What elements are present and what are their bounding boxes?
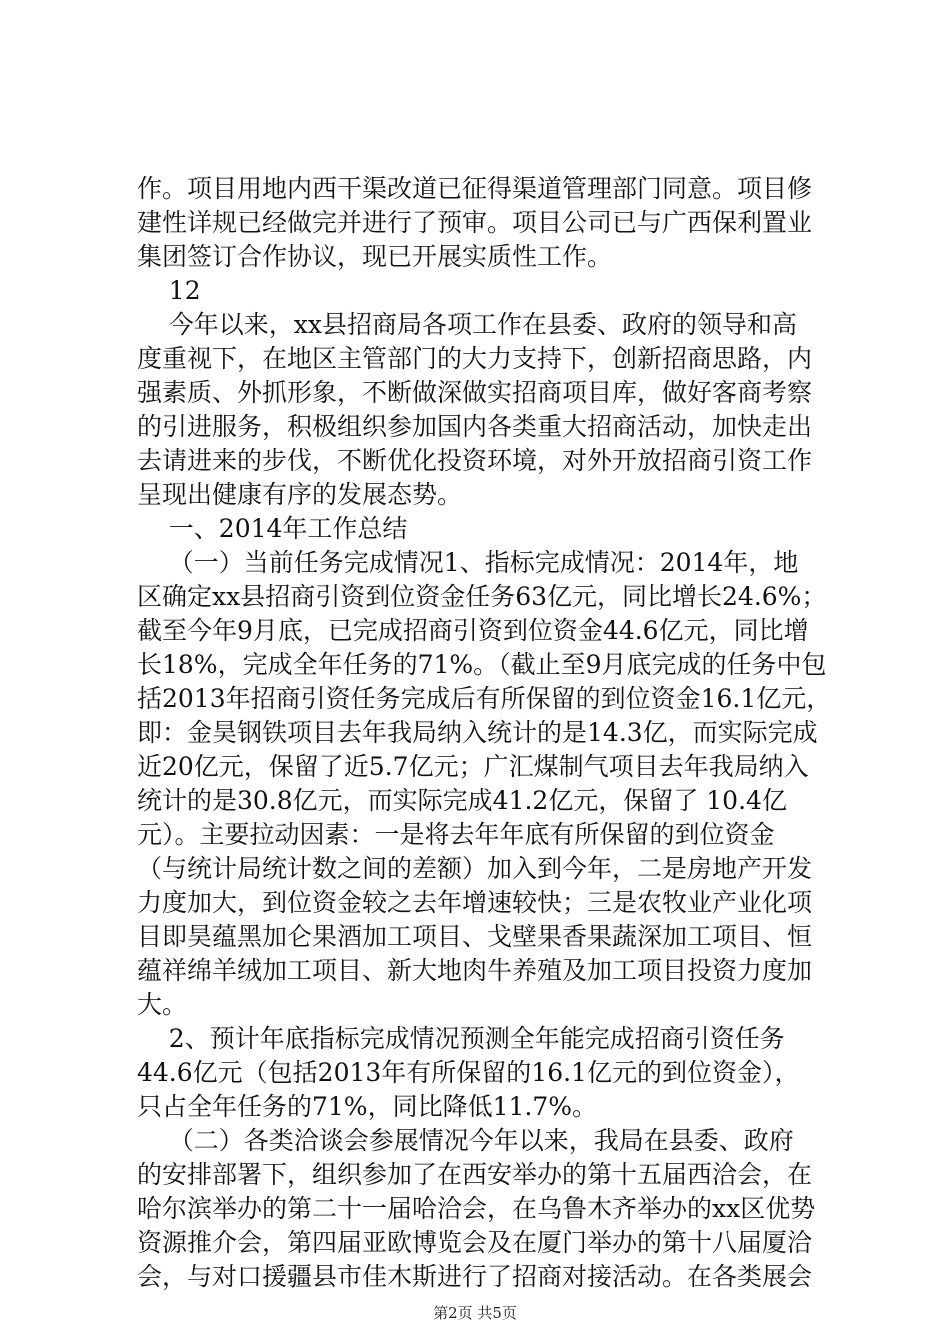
text-line: 近20亿元，保留了近5.7亿元；广汇煤制气项目去年我局纳入 xyxy=(137,752,809,781)
document-body xyxy=(137,172,837,1294)
text-line: 哈尔滨举办的第二十一届哈洽会，在乌鲁木齐举办的xx区优势 xyxy=(137,1194,816,1223)
text-line: 的引进服务，积极组织参加国内各类重大招商活动，加快走出 xyxy=(137,412,813,441)
text-line: （二）各类洽谈会参展情况今年以来，我局在县委、政府 xyxy=(137,1126,794,1155)
text-line: 大。 xyxy=(137,990,188,1019)
text-line: 作。项目用地内西干渠改道已征得渠道管理部门同意。项目修 xyxy=(137,174,813,203)
text-line: 2、预计年底指标完成情况预测全年能完成招商引资任务 xyxy=(137,1024,785,1053)
text-line: 力度加大，到位资金较之去年增速较快；三是农牧业产业化项 xyxy=(137,888,813,917)
text-line: 12 xyxy=(137,276,201,305)
text-line: 今年以来，xx县招商局各项工作在县委、政府的领导和高 xyxy=(137,310,797,339)
text-line: 即：金昊钢铁项目去年我局纳入统计的是14.3亿，而实际完成 xyxy=(137,718,818,747)
text-line: 的安排部署下，组织参加了在西安举办的第十五届西洽会，在 xyxy=(137,1160,813,1189)
text-line: 资源推介会，第四届亚欧博览会及在厦门举办的第十八届厦洽 xyxy=(137,1228,813,1257)
text-line: 元）。主要拉动因素：一是将去年年底有所保留的到位资金 xyxy=(137,820,775,849)
text-line: 度重视下，在地区主管部门的大力支持下，创新招商思路，内 xyxy=(137,344,813,373)
page-footer xyxy=(0,1303,950,1323)
text-line: 目即昊蕴黑加仑果酒加工项目、戈壁果香果蔬深加工项目、恒 xyxy=(137,922,813,951)
text-line: 强素质、外抓形象，不断做深做实招商项目库，做好客商考察 xyxy=(137,378,813,407)
section-heading: 一、2014年工作总结 xyxy=(137,514,408,543)
text-line: 括2013年招商引资任务完成后有所保留的到位资金16.1亿元， xyxy=(137,684,832,713)
text-line: 统计的是30.8亿元，而实际完成41.2亿元，保留了 10.4亿 xyxy=(137,786,787,815)
text-line: （与统计局统计数之间的差额）加入到今年，二是房地产开发 xyxy=(137,854,813,883)
text-line: 截至今年9月底，已完成招商引资到位资金44.6亿元，同比增 xyxy=(137,616,809,645)
text-line: 只占全年任务的71%，同比降低11.7%。 xyxy=(137,1092,597,1121)
text-line: 44.6亿元（包括2013年有所保留的16.1亿元的到位资金）， xyxy=(137,1058,800,1087)
text-line: 会，与对口援疆县市佳木斯进行了招商对接活动。在各类展会 xyxy=(137,1262,813,1291)
text-line: 区确定xx县招商引资到位资金任务63亿元，同比增长24.6%； xyxy=(137,582,827,611)
text-line: （一）当前任务完成情况1、指标完成情况：2014年，地 xyxy=(137,548,799,577)
text-line: 建性详规已经做完并进行了预审。项目公司已与广西保利置业 xyxy=(137,208,813,237)
text-line: 长18%，完成全年任务的71%。（截止至9月底完成的任务中包 xyxy=(137,650,827,679)
text-line: 集团签订合作协议，现已开展实质性工作。 xyxy=(137,242,613,271)
page-number-label: 第2页 共5页 xyxy=(433,1304,517,1322)
text-line: 呈现出健康有序的发展态势。 xyxy=(137,480,463,509)
text-line: 去请进来的步伐，不断优化投资环境，对外开放招商引资工作 xyxy=(137,446,813,475)
text-line: 蕴祥绵羊绒加工项目、新大地肉牛养殖及加工项目投资力度加 xyxy=(137,956,813,985)
